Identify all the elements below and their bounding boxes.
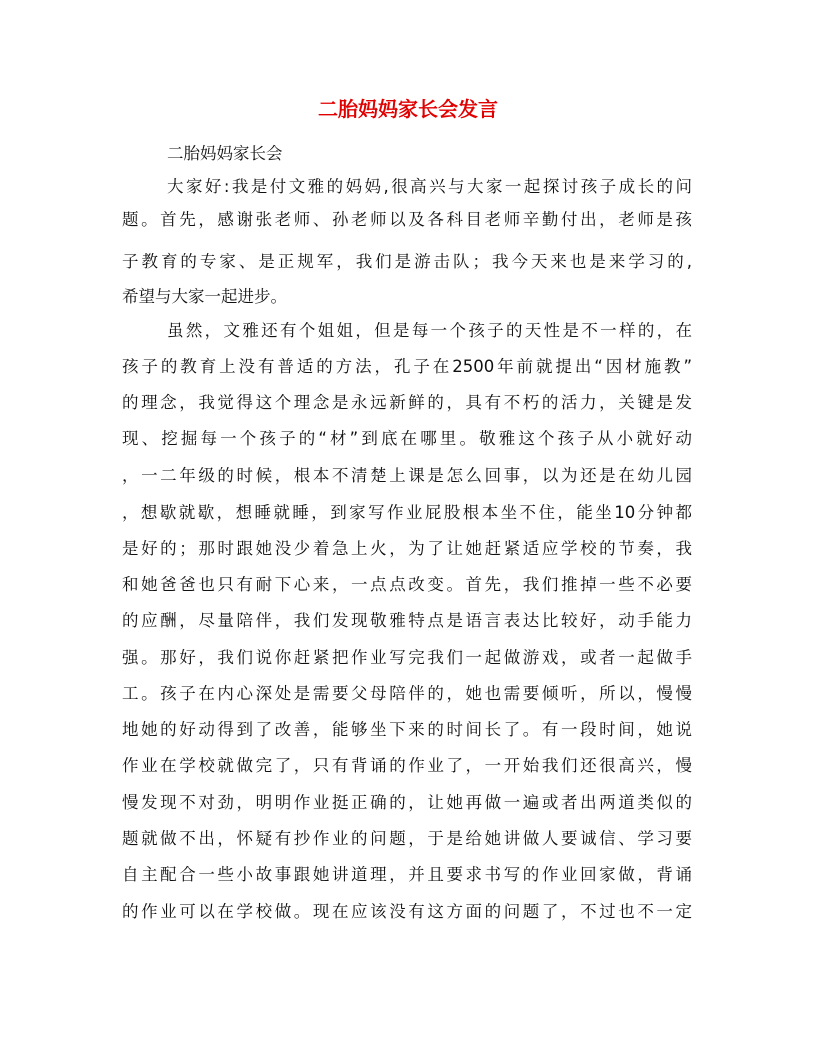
text-line: 希望与大家一起进步。: [122, 287, 287, 306]
text-line: 二胎妈妈家长会: [167, 144, 283, 163]
document-title: 二胎妈妈家长会发言: [318, 97, 498, 121]
text-line: 题就做不出，怀疑有抄作业的问题，于是给她讲做人要诚信、学习要: [122, 829, 692, 848]
text-line: 和她爸爸也只有耐下心来，一点点改变。首先，我们推掉一些不必要: [122, 575, 692, 594]
text-line: 工。孩子在内心深处是需要父母陪伴的，她也需要倾听，所以，慢慢: [122, 684, 692, 703]
text-line: 虽然，文雅还有个姐姐，但是每一个孩子的天性是不一样的，在: [167, 321, 692, 340]
text-line: 现、挖掘每一个孩子的“材”到底在哪里。敬雅这个孩子从小就好动: [122, 429, 692, 448]
text-line: 孩子的教育上没有普适的方法，孔子在2500年前就提出“因材施教”: [122, 357, 692, 376]
text-line: 的理念，我觉得这个理念是永远新鲜的，具有不朽的活力，关键是发: [122, 393, 692, 412]
text-line: 地她的好动得到了改善，能够坐下来的时间长了。有一段时间，她说: [122, 720, 692, 739]
text-line: 慢发现不对劲，明明作业挺正确的，让她再做一遍或者出两道类似的: [122, 793, 692, 812]
text-line: 的作业可以在学校做。现在应该没有这方面的问题了，不过也不一定: [122, 902, 692, 921]
text-line: 强。那好，我们说你赶紧把作业写完我们一起做游戏，或者一起做手: [122, 648, 692, 667]
text-line: 的应酬，尽量陪伴，我们发现敬雅特点是语言表达比较好，动手能力: [122, 611, 692, 630]
text-line: 题。首先，感谢张老师、孙老师以及各科目老师辛勤付出，老师是孩: [122, 210, 692, 229]
text-line: ，想歇就歇，想睡就睡，到家写作业屁股根本坐不住，能坐10分钟都: [122, 503, 692, 522]
text-line: 大家好:我是付文雅的妈妈,很高兴与大家一起探讨孩子成长的问: [167, 177, 692, 196]
text-line: 作业在学校就做完了，只有背诵的作业了，一开始我们还很高兴，慢: [122, 756, 692, 775]
text-line: ，一二年级的时候，根本不清楚上课是怎么回事，以为还是在幼儿园: [122, 466, 692, 485]
text-line: 子教育的专家、是正规军，我们是游击队；我今天来也是来学习的,: [122, 252, 692, 271]
text-line: 自主配合一些小故事跟她讲道理，并且要求书写的作业回家做，背诵: [122, 865, 692, 884]
text-line: 是好的；那时跟她没少着急上火，为了让她赶紧适应学校的节奏，我: [122, 539, 692, 558]
